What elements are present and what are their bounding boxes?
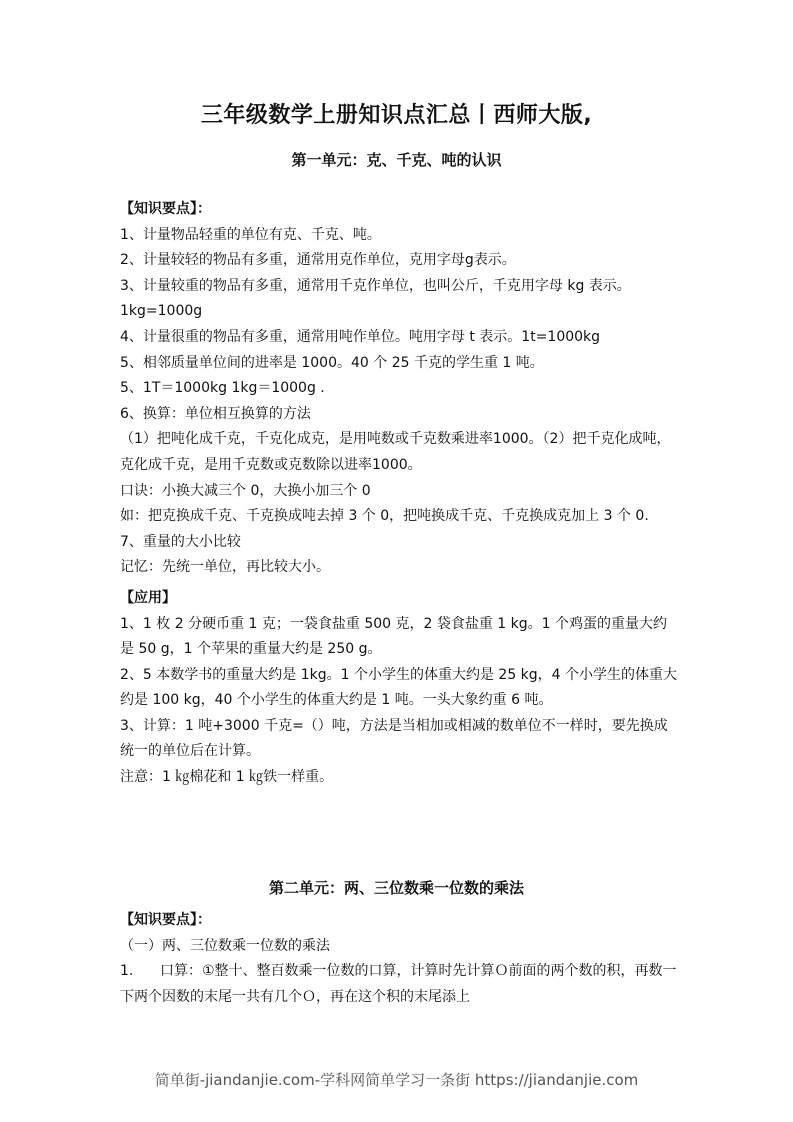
unit1-line-12: 记忆：先统一单位，再比较大小。	[120, 559, 330, 576]
unit1-line-6: 5、1T＝1000kg 1kg＝1000g .	[120, 380, 325, 397]
unit2-heading: 第二单元：两、三位数乘一位数的乘法	[268, 879, 524, 897]
unit1-line-7: 6、换算：单位相互换算的方法	[120, 405, 311, 422]
unit1-application-line-3: 3、计算：1 吨+3000 千克=（）吨，方法是当相加或相减的数单位不一样时，要先换成统一的单位后在计算。	[120, 717, 668, 760]
unit1-line-4: 4、计量很重的物品有多重，通常用吨作单位。吨用字母 t 表示。1t=1000kg	[120, 328, 601, 345]
unit1-line-9: 口诀：小换大减三个 0，大换小加三个 0	[120, 482, 371, 499]
unit1-application-line-1: 1、1 枚 2 分硬币重 1 克；一袋食盐重 500 克，2 袋食盐重 1 kg。1 个鸡蛋的重量大约是 50 g，1 个苹果的重量大约是 250 g。	[120, 615, 668, 658]
unit1-line-8: （1）把吨化成千克，千克化成克，是用吨数或千克数乘进率1000。（2）把千克化成吨，克化成千克，是用千克数或克数除以进率1000。	[120, 431, 671, 473]
page-footer: 简单街-jiandanjie.com-学科网简单学习一条街 https://jiandanjie.com	[154, 1071, 639, 1089]
unit1-line-10: 如：把克换成千克、千克换成吨去掉 3 个 0，把吨换成千克、千克换成克加上 3 个 0.	[120, 508, 649, 525]
unit2-item-1	[120, 959, 680, 1010]
unit2-key-points-heading: 【知识要点】：	[120, 912, 211, 928]
unit1-line-3: 3、计量较重的物品有多重，通常用千克作单位，也叫公斤，千克用字母 kg 表示。1kg=1000g	[120, 277, 631, 320]
unit1-application-heading: 【应用】	[120, 589, 176, 606]
unit1-line-5: 5、相邻质量单位间的进率是 1000。40 个 25 千克的学生重 1 吨。	[120, 354, 544, 371]
unit2-sub-heading: （一）两、三位数乘一位数的乘法	[120, 937, 330, 954]
unit1-line-11: 7、重量的大小比较	[120, 533, 241, 550]
unit1-application-line-2: 2、5 本数学书的重量大约是 1kg。1 个小学生的体重大约是 25 kg，4 个小学生的体重大约是 100 kg，40 个小学生的体重大约是 1 吨。一头大象约重 6 吨。	[120, 666, 678, 709]
unit1-application-line-4: 注意：1 ㎏棉花和 1 ㎏铁一样重。	[120, 769, 334, 786]
unit1-line-2: 2、计量较轻的物品有多重，通常用克作单位，克用字母g表示。	[120, 252, 516, 269]
unit2-item-number: 1.	[120, 963, 134, 980]
unit2-content	[120, 908, 680, 1010]
page-title: 三年级数学上册知识点汇总丨西师大版,	[200, 103, 593, 128]
unit1-content	[120, 197, 680, 791]
unit2-item-text: 口算：①整十、整百数乘一位数的口算，计算时先计算Ｏ前面的两个数的积，再数一下两个因数的末尾一共有几个Ｏ，再在这个积的末尾添上	[120, 963, 677, 1005]
unit1-line-1: 1、计量物品轻重的单位有克、千克、吨。	[120, 226, 381, 243]
unit1-key-points-heading: 【知识要点】：	[120, 201, 211, 217]
unit1-heading: 第一单元：克、千克、吨的认识	[291, 151, 502, 169]
